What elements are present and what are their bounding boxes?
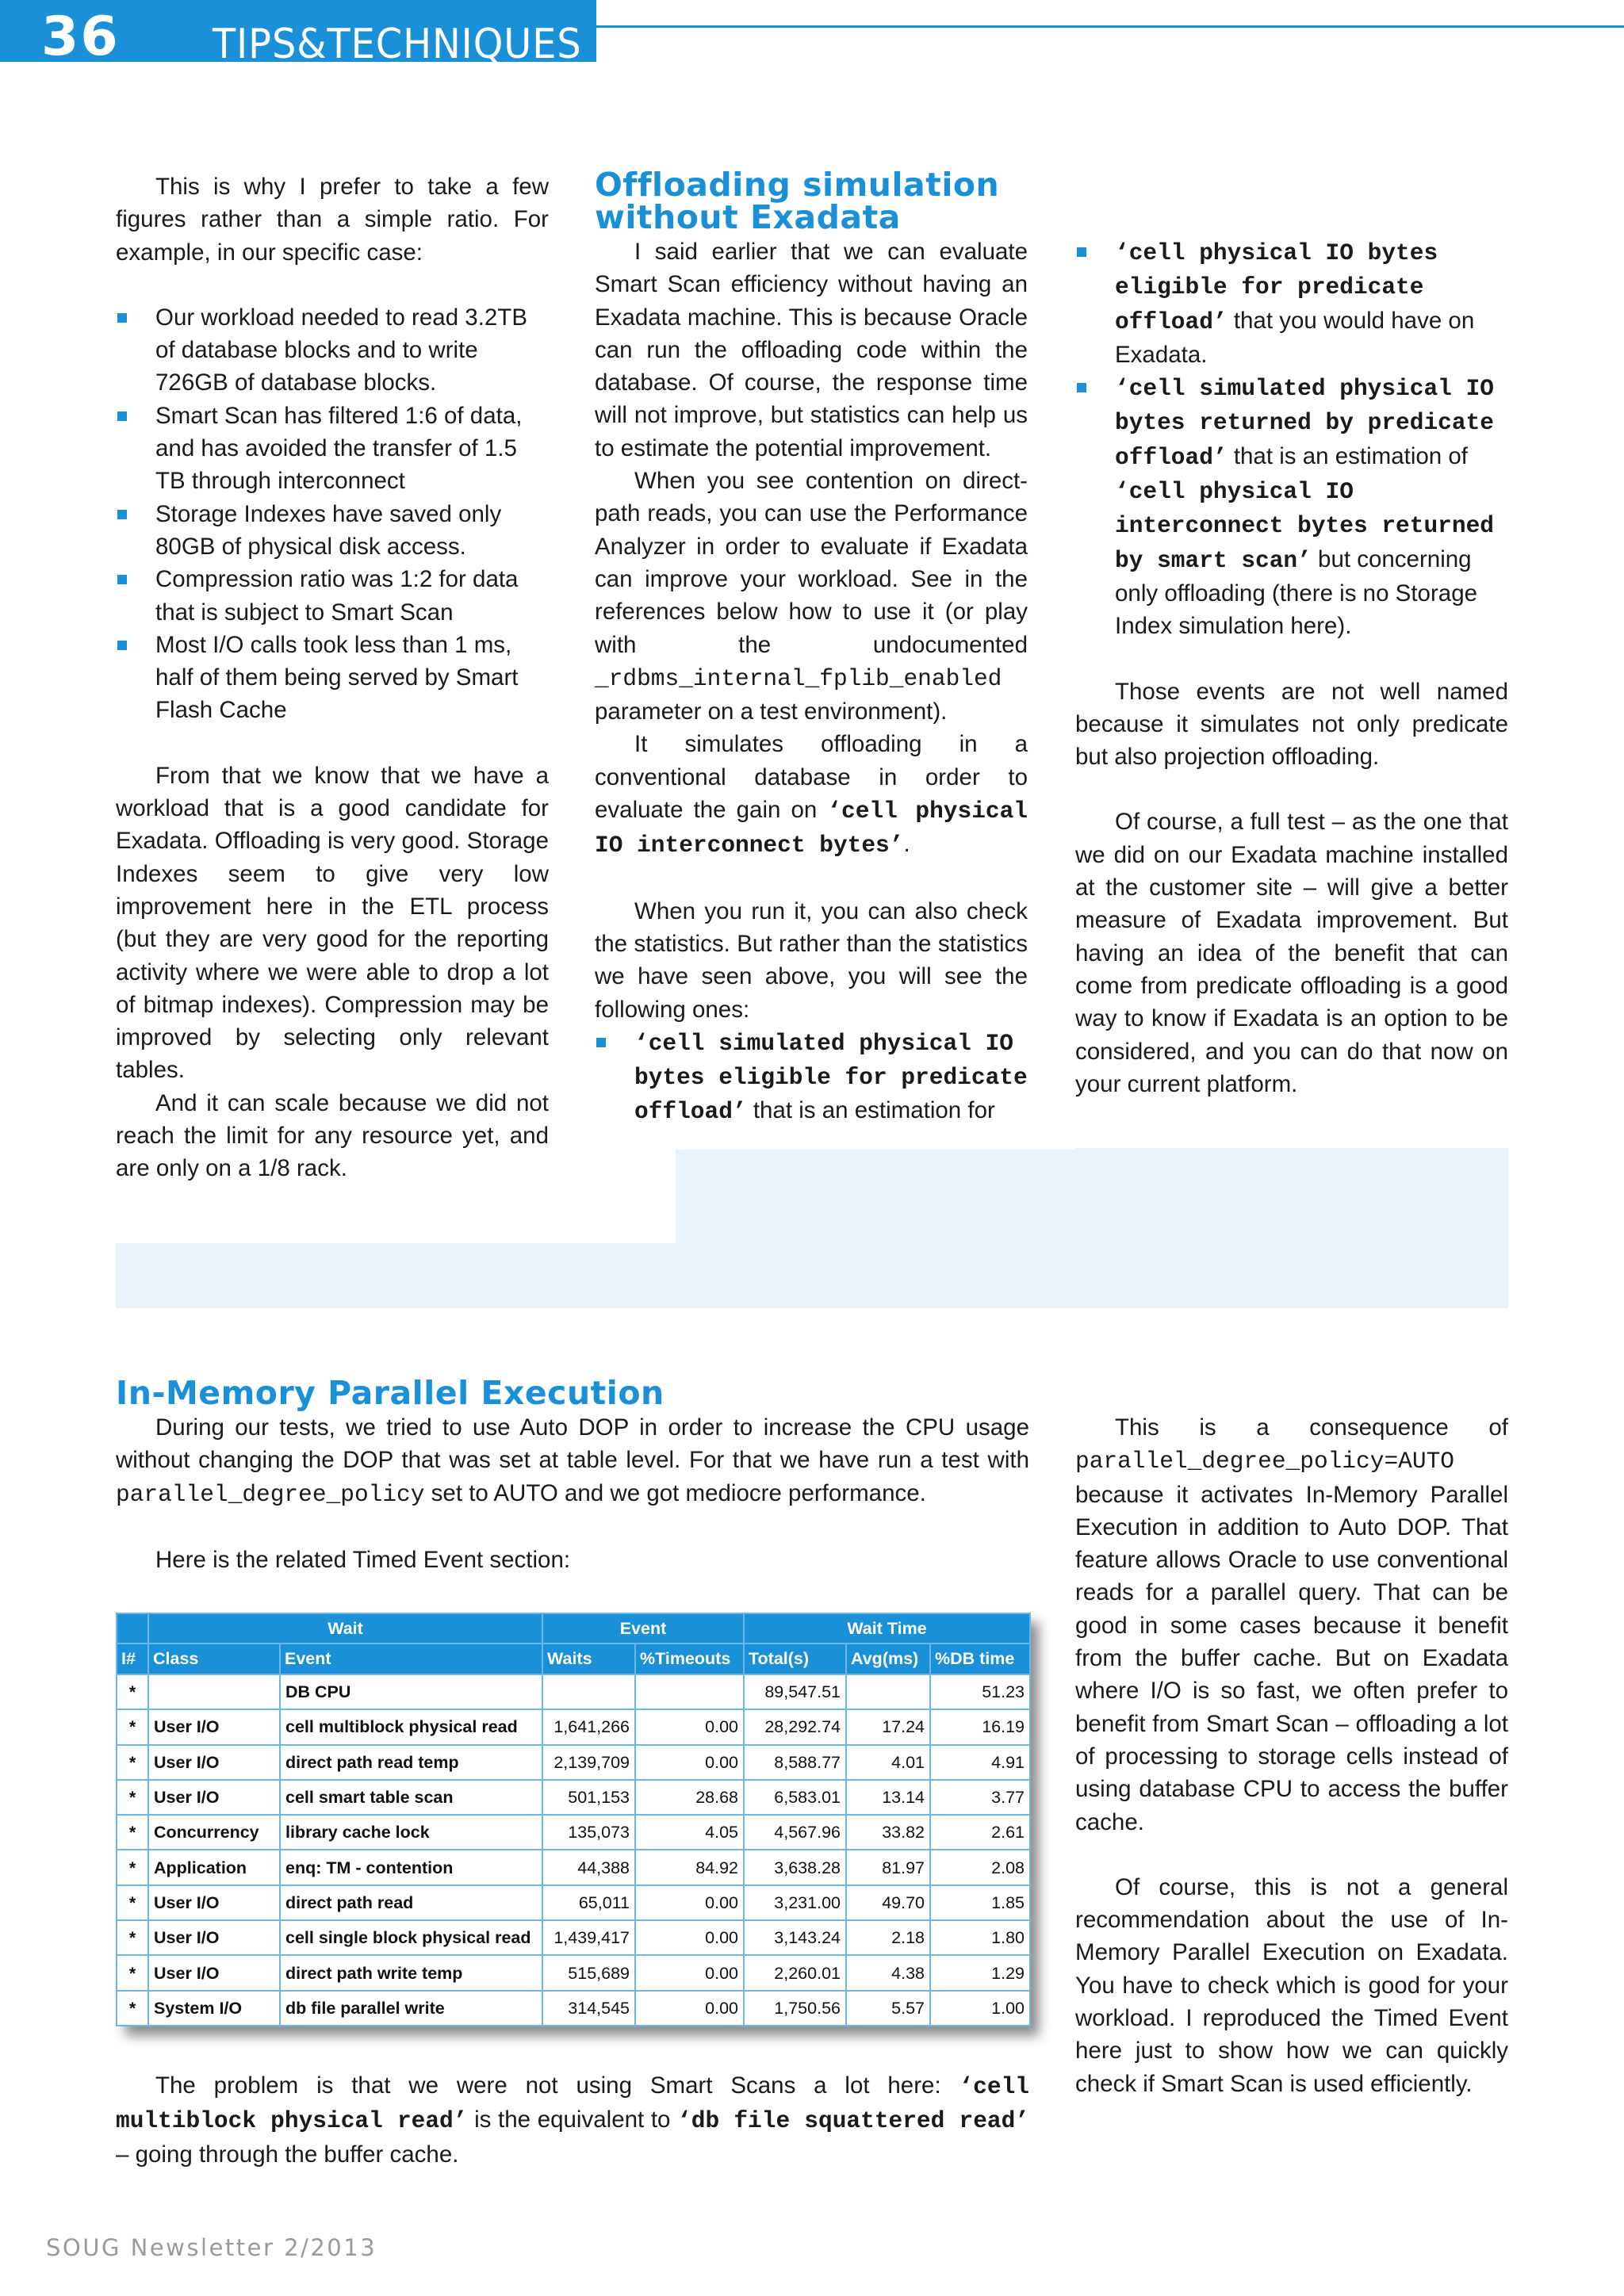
- column-header: Waits: [542, 1644, 635, 1674]
- section-title: TIPS&TECHNIQUES: [213, 21, 582, 68]
- table-cell: [635, 1674, 744, 1709]
- section-heading-in-memory: In-Memory Parallel Execution: [116, 1374, 665, 1412]
- table-row: [117, 1815, 1030, 1850]
- paragraph: When you run it, you can also check the statistics. But rather than the statistics we have seen above, you will see the following ones:: [595, 897, 1028, 1023]
- table-cell: 4.91: [930, 1745, 1030, 1780]
- table-cell: cell smart table scan: [280, 1780, 542, 1815]
- table-cell: User I/O: [148, 1745, 280, 1780]
- table-cell: *: [117, 1674, 148, 1709]
- table-cell: 81.97: [846, 1850, 930, 1885]
- table-cell: enq: TM - contention: [280, 1850, 542, 1885]
- group-header-blank: [117, 1613, 148, 1644]
- paragraph: Of course, a full test – as the one that we did on our Exadata machine installed at the customer site – will give a better measure of Exadata improvement. But having an idea of the benefit that can come from predicate offloading is a good way to know if Exadata is an option to be considered, and you can do that now on your current platform.: [1075, 809, 1508, 1097]
- header-rule: [596, 25, 1624, 28]
- code-parameter: parallel_degree_policy: [116, 1480, 425, 1508]
- text-run: that is an estimation for: [746, 1097, 995, 1124]
- column-header: Total(s): [744, 1644, 846, 1674]
- table-cell: 0.00: [635, 1955, 744, 1990]
- text-run: It simulates offloading in a conventional database in order to evaluate the gain on: [595, 731, 1028, 824]
- table-row: [117, 1850, 1030, 1885]
- table-cell: 0.00: [635, 1709, 744, 1744]
- list-item: Most I/O calls took less than 1 ms, half of them being served by Smart Flash Cache: [116, 629, 549, 727]
- table-row: [117, 1780, 1030, 1815]
- table-cell: 4,567.96: [744, 1815, 846, 1850]
- intro-paragraph: This is why I prefer to take a few figures rather than a simple ratio. For example, in our specific case:: [116, 174, 549, 266]
- table-cell: 84.92: [635, 1850, 744, 1885]
- table-cell: 2.18: [846, 1920, 930, 1955]
- list-item: Our workload needed to read 3.2TB of database blocks and to write 726GB of database blocks.: [116, 301, 549, 400]
- group-header-wait: Wait: [148, 1613, 542, 1644]
- text-run: because it activates In-Memory Parallel Execution in addition to Auto DOP. That feature allows Oracle to use conventional reads for a parallel query. That can be good in some cases because it benefit from the buffer cache. But on Exadata where I/O is so fast, we often prefer to benefit from Smart Scan – offloading a lot of processing to storage cells instead of using database CPU to access the buffer cache.: [1075, 1481, 1508, 1835]
- table-cell: 3,638.28: [744, 1850, 846, 1885]
- table-cell: DB CPU: [280, 1674, 542, 1709]
- code-statistic: ‘cell physical IO interconnect bytes’: [595, 798, 1028, 859]
- list-item: [595, 1026, 1028, 1129]
- table-cell: 17.24: [846, 1709, 930, 1744]
- text-run: This is a consequence of: [1115, 1414, 1508, 1441]
- background-panel-bottom: [116, 1243, 1508, 1308]
- table-cell: 51.23: [930, 1674, 1030, 1709]
- text-run: During our tests, we tried to use Auto DOP in order to increase the CPU usage without changing the DOP that was set at table level. For that we have run a test with: [116, 1414, 1029, 1474]
- table-cell: User I/O: [148, 1709, 280, 1744]
- table-cell: *: [117, 1709, 148, 1744]
- paragraph: [116, 2069, 1029, 2171]
- table-cell: 135,073: [542, 1815, 635, 1850]
- paragraph: And it can scale because we did not reach the limit for any resource yet, and are only on a 1/8 rack.: [116, 1089, 549, 1182]
- table-cell: 5.57: [846, 1991, 930, 2026]
- table-cell: Application: [148, 1850, 280, 1885]
- table-cell: User I/O: [148, 1955, 280, 1990]
- group-header-event: Event: [542, 1613, 744, 1644]
- table-cell: 2.08: [930, 1850, 1030, 1885]
- column-header: %DB time: [930, 1644, 1030, 1674]
- table-cell: [846, 1674, 930, 1709]
- table-cell: 28.68: [635, 1780, 744, 1815]
- table-cell: *: [117, 1955, 148, 1990]
- table-cell: 8,588.77: [744, 1745, 846, 1780]
- table-group-header: [117, 1613, 1030, 1644]
- table-cell: *: [117, 1991, 148, 2026]
- table-cell: 501,153: [542, 1780, 635, 1815]
- table-cell: 4.05: [635, 1815, 744, 1850]
- group-header-wait-time: Wait Time: [744, 1613, 1030, 1644]
- text-run: The problem is that we were not using Smart Scans a lot here:: [155, 2072, 959, 2099]
- code-fplib-parameter: _rdbms_internal_fplib_enabled: [595, 664, 1002, 692]
- column-header: %Timeouts: [635, 1644, 744, 1674]
- table-cell: 28,292.74: [744, 1709, 846, 1744]
- text-run: that is an estimation of: [1227, 442, 1468, 469]
- text-run: parameter on a test environment).: [595, 698, 948, 725]
- table-body: [117, 1674, 1030, 2026]
- column-3: [1075, 235, 1508, 1100]
- code-statistic: ‘cell physical IO bytes eligible for predicate offload’: [1115, 239, 1438, 335]
- table-cell: 3,231.00: [744, 1885, 846, 1920]
- timed-event-grid: [116, 1613, 1031, 2026]
- background-panel-middle: [676, 1150, 1075, 1243]
- table-cell: 1,641,266: [542, 1709, 635, 1744]
- table-cell: 13.14: [846, 1780, 930, 1815]
- table-cell: 33.82: [846, 1815, 930, 1850]
- table-cell: *: [117, 1815, 148, 1850]
- code-event: ‘cell multiblock physical read’: [116, 2073, 1029, 2135]
- table-row: [117, 1674, 1030, 1709]
- table-cell: User I/O: [148, 1885, 280, 1920]
- table-cell: 0.00: [635, 1920, 744, 1955]
- table-row: [117, 1991, 1030, 2026]
- text-run: set to AUTO and we got mediocre performance.: [424, 1479, 926, 1506]
- paragraph: [595, 728, 1028, 862]
- paragraph: Those events are not well named because it simulates not only predicate but also projection offloading.: [1075, 678, 1508, 771]
- list-item: [1075, 371, 1508, 642]
- table-cell: 3,143.24: [744, 1920, 846, 1955]
- table-cell: 515,689: [542, 1955, 635, 1990]
- code-statistic: ‘cell physical IO interconnect bytes returned by smart scan’: [1115, 478, 1494, 574]
- column-header: Avg(ms): [846, 1644, 930, 1674]
- table-cell: *: [117, 1780, 148, 1815]
- paragraph: [1075, 1411, 1508, 1839]
- list-item: Storage Indexes have saved only 80GB of physical disk access.: [116, 498, 549, 564]
- table-cell: cell single block physical read: [280, 1920, 542, 1955]
- table-cell: System I/O: [148, 1991, 280, 2026]
- text-run: .: [903, 831, 910, 858]
- text-run: – going through the buffer cache.: [116, 2141, 459, 2168]
- column-1: [116, 170, 549, 1185]
- code-statistic: ‘cell simulated physical IO bytes returned by predicate offload’: [1115, 375, 1494, 471]
- table-cell: [148, 1674, 280, 1709]
- paragraph: [595, 465, 1028, 728]
- table-cell: 0.00: [635, 1885, 744, 1920]
- text-run: is the equivalent to: [467, 2107, 678, 2133]
- column-header: Event: [280, 1644, 542, 1674]
- table-cell: *: [117, 1850, 148, 1885]
- table-cell: cell multiblock physical read: [280, 1709, 542, 1744]
- section-heading-offloading: Offloading simulation without Exadata: [595, 166, 1000, 236]
- timed-event-table: [116, 1613, 1029, 2026]
- text-run: When you see contention on direct-path reads, you can use the Performance Analyzer in order to evaluate if Exadata can improve your workload. See in the references below how to use it (or play with the undocumented: [595, 468, 1028, 658]
- paragraph: From that we know that we have a workload that is a good candidate for Exadata. Offloading is very good. Storage Indexes seem to give very low improvement here in the ETL process (but they are very good for the reporting activity where we were able to drop a lot of bitmap indexes). Compression may be improved by selecting only relevant tables.: [116, 762, 549, 1084]
- list-item: Compression ratio was 1:2 for data that is subject to Smart Scan: [116, 563, 549, 629]
- table-cell: direct path read temp: [280, 1745, 542, 1780]
- right-column-in-memory: [1075, 1411, 1508, 2100]
- table-cell: [542, 1674, 635, 1709]
- table-cell: 16.19: [930, 1709, 1030, 1744]
- table-cell: User I/O: [148, 1780, 280, 1815]
- table-cell: 4.38: [846, 1955, 930, 1990]
- section-in-memory: [116, 1374, 1029, 1576]
- column-header: Class: [148, 1644, 280, 1674]
- table-cell: 49.70: [846, 1885, 930, 1920]
- paragraph: Of course, this is not a general recommendation about the use of In-Memory Parallel Execution on Exadata. You have to check which is good for your workload. I reproduced the Timed Event here just to show how we can quickly check if Smart Scan is used efficiently.: [1075, 1873, 1508, 2097]
- table-cell: *: [117, 1885, 148, 1920]
- statistics-list-continued: [1075, 235, 1508, 643]
- table-cell: 1,439,417: [542, 1920, 635, 1955]
- table-cell: library cache lock: [280, 1815, 542, 1850]
- summary-list: [116, 301, 549, 727]
- table-cell: 65,011: [542, 1885, 635, 1920]
- statistics-list: [595, 1026, 1028, 1129]
- code-statistic: ‘cell simulated physical IO bytes eligible for predicate offload’: [634, 1029, 1028, 1126]
- text-run: but concerning only offloading (there is no Storage Index simulation here).: [1115, 545, 1478, 640]
- table-cell: 1.00: [930, 1991, 1030, 2026]
- table-cell: 1.85: [930, 1885, 1030, 1920]
- list-item: Smart Scan has filtered 1:6 of data, and has avoided the transfer of 1.5 TB through interconnect: [116, 400, 549, 498]
- code-parameter: parallel_degree_policy=AUTO: [1075, 1448, 1454, 1475]
- table-cell: 44,388: [542, 1850, 635, 1885]
- table-row: [117, 1885, 1030, 1920]
- table-column-header: [117, 1644, 1030, 1674]
- table-cell: 1.29: [930, 1955, 1030, 1990]
- paragraph-below-table: [116, 2069, 1029, 2171]
- table-row: [117, 1709, 1030, 1744]
- paragraph: I said earlier that we can evaluate Smart Scan efficiency without having an Exadata machine. This is because Oracle can run the offloading code within the database. Of course, the response time will not improve, but statistics can help us to estimate the potential improvement.: [595, 239, 1028, 461]
- table-cell: *: [117, 1920, 148, 1955]
- table-row: [117, 1920, 1030, 1955]
- table-row: [117, 1745, 1030, 1780]
- table-cell: 6,583.01: [744, 1780, 846, 1815]
- table-cell: 89,547.51: [744, 1674, 846, 1709]
- table-cell: 1.80: [930, 1920, 1030, 1955]
- table-cell: User I/O: [148, 1920, 280, 1955]
- table-cell: 2.61: [930, 1815, 1030, 1850]
- column-2: [595, 166, 1028, 1129]
- table-cell: 2,139,709: [542, 1745, 635, 1780]
- table-cell: 1,750.56: [744, 1991, 846, 2026]
- column-header: I#: [117, 1644, 148, 1674]
- table-cell: 0.00: [635, 1745, 744, 1780]
- table-cell: direct path write temp: [280, 1955, 542, 1990]
- table-cell: 0.00: [635, 1991, 744, 2026]
- table-cell: 3.77: [930, 1780, 1030, 1815]
- table-cell: 314,545: [542, 1991, 635, 2026]
- code-event: ‘db file squattered read’: [677, 2107, 1030, 2135]
- page-number: 36: [41, 6, 120, 68]
- table-cell: 4.01: [846, 1745, 930, 1780]
- paragraph: Here is the related Timed Event section:: [155, 1546, 571, 1573]
- list-item-continued: [1075, 235, 1508, 371]
- table-cell: direct path read: [280, 1885, 542, 1920]
- table-cell: 2,260.01: [744, 1955, 846, 1990]
- footer-newsletter: SOUG Newsletter 2/2013: [46, 2234, 377, 2261]
- text-run: that you would have on Exadata.: [1115, 307, 1475, 368]
- table-row: [117, 1955, 1030, 1990]
- paragraph: [116, 1411, 1029, 1511]
- table-cell: Concurrency: [148, 1815, 280, 1850]
- table-cell: *: [117, 1745, 148, 1780]
- table-cell: db file parallel write: [280, 1991, 542, 2026]
